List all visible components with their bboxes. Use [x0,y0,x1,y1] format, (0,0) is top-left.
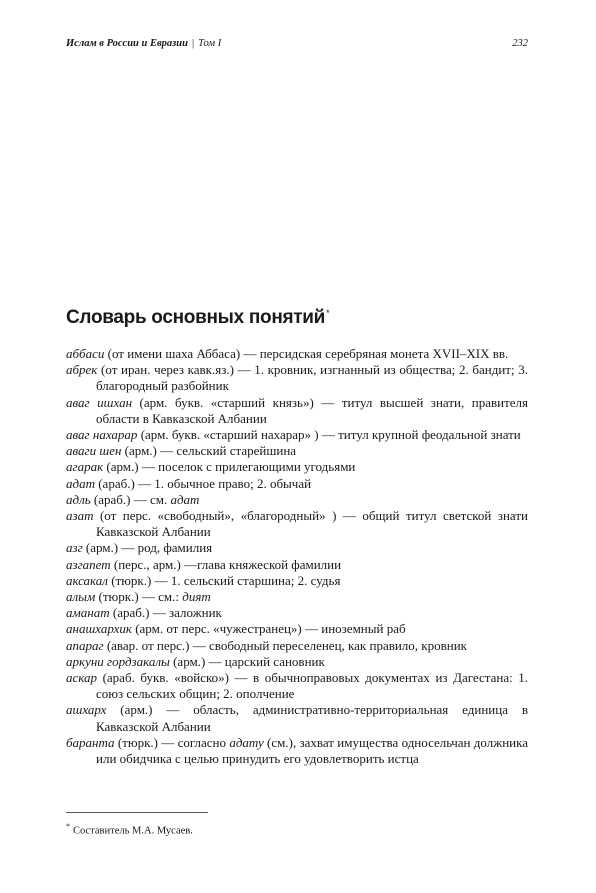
entry-definition: (араб.) — заложник [109,605,222,621]
glossary-entry [66,654,528,670]
entry-term: абрек [66,362,98,378]
glossary-entry [66,670,528,702]
running-head [66,38,528,49]
glossary-list [66,346,528,767]
section-title [66,307,329,329]
glossary-entry [66,508,528,540]
entry-definition: (арм. букв. «старший князь») — титул высшей знати, правителя области в Кавказской Албании [96,394,528,426]
entry-definition: (арм. букв. «старший нахарар» ) — титул крупной феодальной знати [137,427,521,443]
entry-term: аваги шен [66,443,122,459]
entry-cross-reference: адату [229,734,264,750]
entry-definition: (араб. букв. «войско») — в обычноправовых документах из Дагестана: 1. союз сельских общин; 2. ополчение [96,670,528,702]
entry-term: азгапет [66,556,111,572]
entry-term: аксакал [66,572,108,588]
section-title-text: Словарь основных понятий [66,307,326,328]
entry-definition: (перс., арм.) —глава княжеской фамилии [110,556,342,572]
entry-term: агарак [66,459,104,475]
entry-definition: (тюрк.) — см.: [95,589,183,605]
glossary-entry [66,557,528,573]
entry-term: азат [66,508,94,524]
entry-term: алым [66,589,96,605]
glossary-entry [66,362,528,394]
entry-definition: (от иран. через кавк.яз.) — 1. кровник, изгнанный из общества; 2. бандит; 3. благородный разбойник [96,362,528,394]
entry-definition: (арм.) — сельский старейшина [121,443,297,459]
entry-term: адат [66,475,95,491]
glossary-entry [66,540,528,556]
entry-definition: (тюрк.) — 1. сельский старшина; 2. судья [107,572,341,588]
entry-term: баранта [66,734,115,750]
entry-definition: (арм.) — род, фамилия [82,540,213,556]
entry-term: аманат [66,605,110,621]
entry-definition-tail: (см.), захват имущества односельчан должника или обидчика с целью принудить его удовлетворить истца [96,734,528,767]
glossary-entry [66,427,528,443]
footnote-divider [66,812,208,813]
entry-term: анашхархик [66,621,132,637]
glossary-entry [66,589,528,605]
glossary-entry [66,605,528,621]
entry-term: аваг нахарар [66,427,138,443]
glossary-entry [66,395,528,427]
glossary-entry [66,492,528,508]
entry-definition: (арм.) — поселок с прилегающими угодьями [103,459,356,475]
entry-cross-reference: дият [182,589,211,605]
entry-definition: (араб.) — см. [90,491,171,507]
footnote-mark: * [66,822,70,831]
glossary-entry [66,638,528,654]
entry-definition: (авар. от перс.) — свободный переселенец, как правило, кровник [103,637,467,653]
entry-cross-reference: адат [170,491,200,507]
glossary-entry [66,573,528,589]
entry-definition: (арм.) — царский сановник [169,653,325,669]
entry-definition: (арм.) — область, административно-территориальная единица в Кавказской Албании [96,702,528,734]
glossary-entry [66,476,528,492]
entry-term: аваг ишхан [66,394,133,410]
entry-term: аркуни гордзакалы [66,653,170,669]
glossary-entry [66,702,528,734]
glossary-entry [66,735,528,767]
glossary-entry [66,621,528,637]
entry-term: аскар [66,670,98,686]
entry-definition: (от перс. «свободный», «благородный» ) — общий титул светской знати Кавказской Албании [93,508,528,540]
book-title: Ислам в России и Евразии [66,38,188,49]
entry-definition: (от имени шаха Аббаса) — персидская серебряная монета XVII–XIX вв. [104,346,509,361]
glossary-entry [66,346,528,362]
entry-term: адль [66,491,91,507]
footnote-reference: * [326,307,330,318]
footnote-text: Составитель М.А. Мусаев. [73,825,193,837]
glossary-entry [66,459,528,475]
header-separator: | [191,38,195,49]
entry-term: апараг [66,637,104,653]
page-number: 232 [512,38,528,49]
entry-definition: (тюрк.) — согласно [114,734,230,750]
footnote [66,822,193,837]
entry-definition: (арм. от перс. «чужестранец») — иноземный раб [131,621,406,637]
entry-term: азг [66,540,83,556]
glossary-entry [66,443,528,459]
entry-definition: (араб.) — 1. обычное право; 2. обычай [94,475,312,491]
entry-term: аббаси [66,346,105,361]
volume-label: Том I [198,38,222,49]
entry-term: ашхарх [66,702,107,718]
